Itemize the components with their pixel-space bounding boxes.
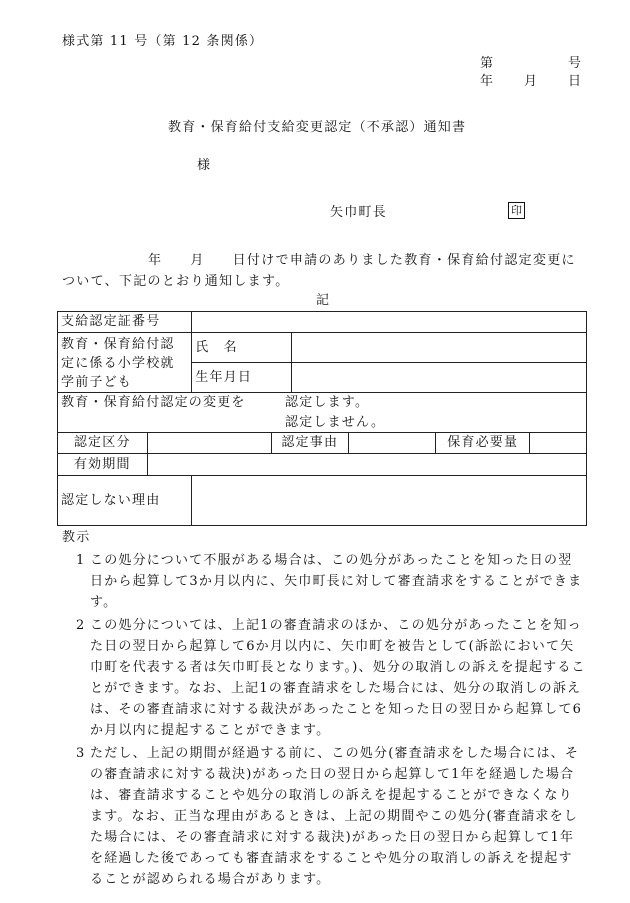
reason-not-label: 認定しない理由 (58, 476, 192, 526)
row-category (58, 433, 587, 454)
dob-value (291, 363, 586, 393)
instruction-item-number: 1 (76, 553, 86, 568)
instruction-heading: 教示 (62, 530, 91, 545)
doc-number-prefix: 第 (480, 56, 495, 71)
row-child-name (58, 333, 587, 363)
instruction-item (62, 615, 586, 741)
instruction-item-text: ただし、上記の期間が経過する前に、この処分(審査請求をした場合には、その審査請求に対する裁決)があった日の翌日から起算して1年を経過した場合は、審査請求することや処分の取消しの訴えを提起することができなくなります。なお、正当な理由があるときは、上記の期間やこの処分(審査請求をした場合には、その審査請求に対する裁決)があった日の翌日から起算して1年を経過した後であっても審査請求をすることや処分の取消しの訴えを提起することが認められる場合があります。 (90, 746, 580, 887)
intro-line-2: ついて、下記のとおり通知します。 (62, 274, 290, 289)
instruction-item (62, 550, 586, 613)
seal-mark: 印 (508, 202, 525, 219)
reason-item-label: 認定事由 (271, 433, 348, 454)
row-reason-not (58, 476, 587, 526)
option-approve: 認定します。 (285, 395, 370, 410)
doc-number-suffix: 号 (568, 56, 583, 71)
need-amount-value (529, 433, 586, 454)
option-reject: 認定しません。 (285, 415, 386, 430)
reason-item-value (348, 433, 435, 454)
instruction-item-number: 3 (76, 746, 86, 761)
need-amount-label: 保育必要量 (436, 433, 530, 454)
child-label-line-1: 教育・保育給付認 (61, 336, 175, 352)
instruction-section (62, 527, 586, 890)
child-label (58, 333, 192, 393)
intro-year: 年 (148, 253, 163, 268)
date-day: 日 (568, 74, 583, 89)
date-month: 月 (524, 74, 539, 89)
change-decision-cell (58, 393, 587, 433)
form-number: 様式第 11 号（第 12 条関係） (62, 34, 264, 49)
cert-number-value (192, 312, 587, 333)
recipient-suffix: 様 (197, 158, 212, 173)
child-label-line-3: 学前子ども (61, 374, 133, 390)
child-label-line-2: 定に係る小学校就 (61, 355, 175, 371)
intro-line-1 (62, 250, 584, 271)
change-label: 教育・保育給付認定の変更を (61, 395, 246, 410)
date-year: 年 (480, 74, 495, 89)
ki-mark: 記 (316, 293, 331, 308)
issuer-name: 矢巾町長 (330, 205, 387, 220)
row-change-decision (58, 393, 587, 433)
category-value (147, 433, 271, 454)
document-title: 教育・保育給付支給変更認定（不承認）通知書 (168, 120, 467, 135)
notice-form-table (57, 311, 587, 526)
reason-not-value (192, 476, 587, 526)
intro-line1-tail: 日付けで申請のありました教育・保育給付認定変更に (232, 253, 576, 268)
intro-month: 月 (190, 253, 205, 268)
row-valid-period (58, 454, 587, 476)
instruction-item-text: この処分については、上記1の審査請求のほか、この処分があったことを知った日の翌日から起算して6か月以内に、矢巾町を被告として(訴訟において矢巾町を代表する者は矢巾町長となります。)、処分の取消しの訴えを提起することができます。なお、上記1の審査請求をした場合には、処分の取消しの訴えは、その審査請求に対する裁決があったことを知った日の翌日から起算して6か月以内に提起することができます。 (90, 618, 586, 738)
row-cert-number (58, 312, 587, 333)
intro-text (62, 250, 584, 292)
valid-period-label: 有効期間 (58, 454, 148, 476)
dob-label: 生年月日 (192, 363, 292, 393)
instruction-item-text: この処分について不服がある場合は、この処分があったことを知った日の翌日から起算して3か月以内に、矢巾町長に対して審査請求をすることができます。 (90, 553, 583, 610)
name-label: 氏 名 (192, 333, 292, 363)
cert-number-label: 支給認定証番号 (58, 312, 192, 333)
instruction-item (62, 743, 586, 890)
category-label: 認定区分 (58, 433, 148, 454)
instruction-item-number: 2 (76, 618, 86, 633)
valid-period-value (147, 454, 586, 476)
name-value (291, 333, 586, 363)
